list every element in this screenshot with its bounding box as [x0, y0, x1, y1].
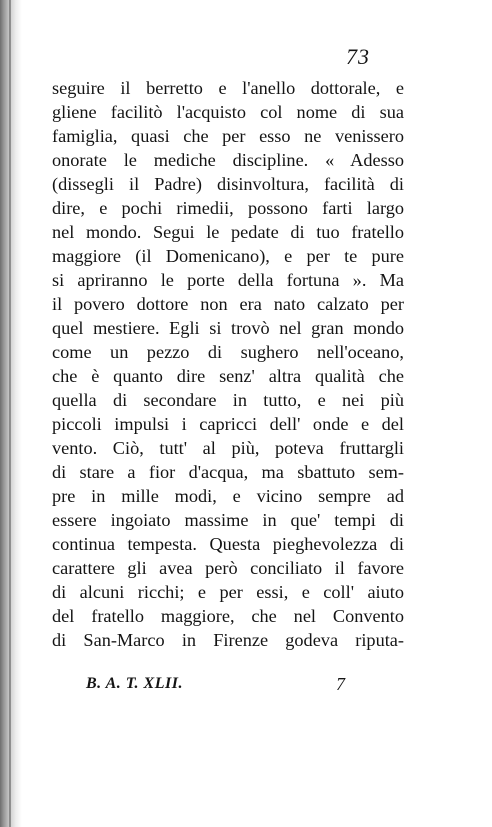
page-footer [86, 672, 356, 696]
text-line: onorate le mediche discipline. « Adesso [52, 150, 404, 170]
page-number: 73 [346, 44, 370, 69]
text-line: vento. Ciò, tutt' al più, poteva fruttargli [52, 438, 404, 458]
text-line: si apriranno le porte della fortuna ». Ma [52, 270, 404, 290]
text-line: quel mestiere. Egli si trovò nel gran mondo [52, 318, 404, 338]
text-line: maggiore (il Domenicano), e per te pure [52, 246, 404, 266]
signature-mark: B. A. T. XLII. [86, 675, 183, 692]
text-line: dire, e pochi rimedii, possono farti largo [52, 198, 404, 218]
gathering-number: 7 [336, 674, 345, 694]
text-line: il povero dottore non era nato calzato per [52, 294, 404, 314]
text-line: di San-Marco in Firenze godeva riputa- [52, 630, 404, 650]
text-line: nel mondo. Segui le pedate di tuo fratello [52, 222, 404, 242]
text-line: carattere gli avea però conciliato il favore [52, 558, 404, 578]
text-line: di alcuni ricchi; e per essi, e coll' aiuto [52, 582, 404, 602]
text-line: che è quanto dire senz' altra qualità che [52, 366, 404, 386]
text-line: come un pezzo di sughero nell'oceano, [52, 342, 404, 362]
text-line: piccoli impulsi i capricci dell' onde e del [52, 414, 404, 434]
text-line: del fratello maggiore, che nel Convento [52, 606, 404, 626]
text-line: famiglia, quasi che per esso ne venissero [52, 126, 404, 146]
text-line: gliene facilitò l'acquisto col nome di sua [52, 102, 404, 122]
text-line: (dissegli il Padre) disinvoltura, facilità di [52, 174, 404, 194]
text-line: essere ingoiato massime in que' tempi di [52, 510, 404, 530]
text-line: continua tempesta. Questa pieghevolezza di [52, 534, 404, 554]
body-text [52, 76, 404, 652]
text-line: pre in mille modi, e vicino sempre ad [52, 486, 404, 506]
text-line: di stare a fior d'acqua, ma sbattuto sem- [52, 462, 404, 482]
text-line: quella di secondare in tutto, e nei più [52, 390, 404, 410]
text-line: seguire il berretto e l'anello dottorale, e [52, 78, 404, 98]
